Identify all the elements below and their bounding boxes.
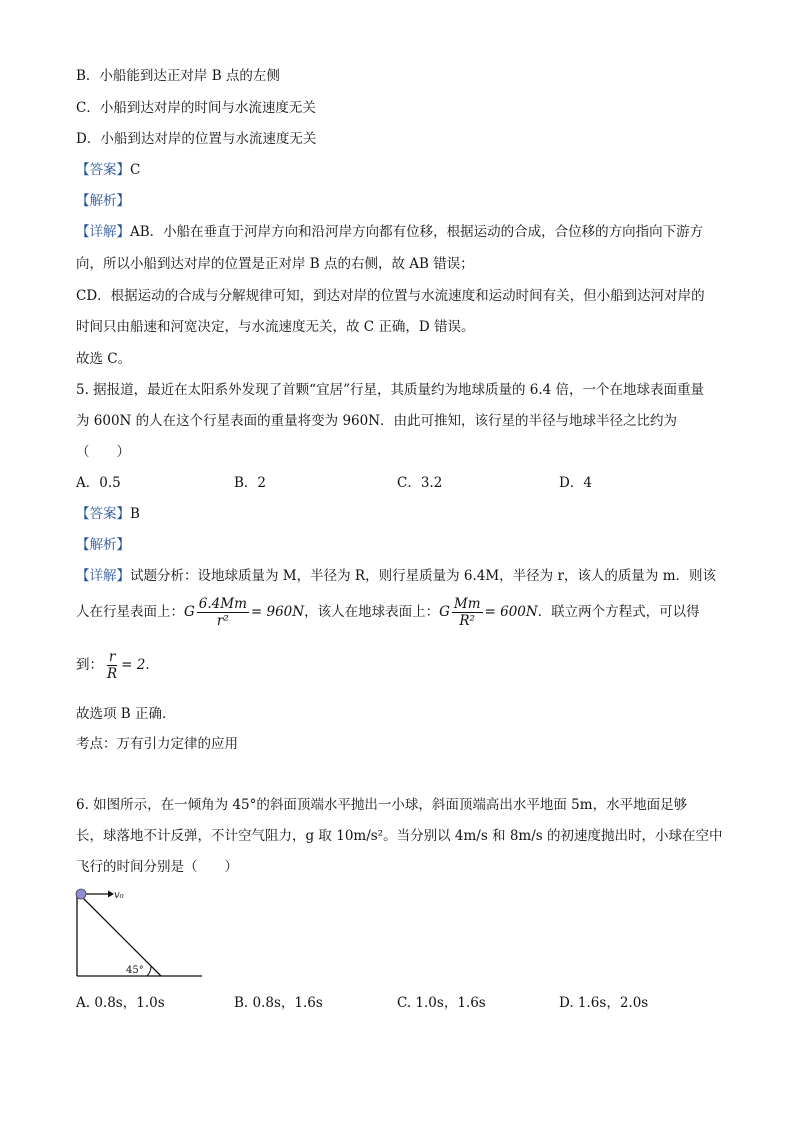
answer-value: B xyxy=(130,506,140,522)
detail-tag: 【详解】 xyxy=(76,224,130,240)
q4-analysis-tag: 【解析】 xyxy=(76,193,130,209)
detail-text: ．联立两个方程式，可以得 xyxy=(537,604,700,620)
fraction-numerator: r xyxy=(108,649,116,665)
q4-answer xyxy=(76,160,140,180)
q5-kaodian: 考点：万有引力定律的应用 xyxy=(76,736,238,752)
q4-conclusion: 故选 C。 xyxy=(76,351,132,367)
answer-tag: 【答案】 xyxy=(76,506,130,522)
fraction-denominator: r² xyxy=(216,613,229,629)
q6-stem-line3: 飞行的时间分别是（ ） xyxy=(76,859,238,875)
answer-tag: 【答案】 xyxy=(76,162,130,178)
q6-stem-line2: 长，球落地不计反弹，不计空气阻力，g 取 10m/s²。当分别以 4m/s 和 8m/s 的初速度抛出时，小球在空中 xyxy=(76,828,723,844)
fraction xyxy=(452,596,483,629)
detail-text: 到： xyxy=(76,657,103,673)
fraction-denominator: R xyxy=(107,666,118,682)
eq-symbol: G xyxy=(184,604,195,620)
q6-option-b: B. 0.8s，1.6s xyxy=(234,995,323,1011)
fraction xyxy=(105,649,119,682)
q5-stem-line2: 为 600N 的人在这个行星表面的重量将变为 960N．由此可推知，该行星的半径与地球半径之比约为 xyxy=(76,413,678,429)
equation-earth xyxy=(439,596,538,629)
incline-slope xyxy=(77,892,161,976)
eq-rhs: = 2 xyxy=(121,657,146,673)
q4-option-d: D．小船到达对岸的位置与水流速度无关 xyxy=(76,131,317,147)
q5-analysis-tag: 【解析】 xyxy=(76,537,130,553)
q5-detail-line2 xyxy=(76,592,700,632)
fraction-numerator: 6.4Mm xyxy=(198,596,247,612)
q6-stem-line1: 6. 如图所示，在一倾角为 45°的斜面顶端水平抛出一小球，斜面顶端高出水平地面 5m，水平地面足够 xyxy=(76,797,688,813)
q5-conclusion: 故选项 B 正确． xyxy=(76,706,176,722)
q5-detail-line1 xyxy=(76,566,716,586)
q5-answer xyxy=(76,504,140,524)
eq-symbol: G xyxy=(439,604,450,620)
equation-planet xyxy=(184,596,305,629)
incline-figure xyxy=(70,884,210,984)
equation-ratio xyxy=(103,649,146,682)
q5-option-d: D．4 xyxy=(559,475,592,491)
eq-rhs: = 600N xyxy=(484,604,538,620)
q5-stem-line3: （ ） xyxy=(76,444,130,460)
q6-option-c: C. 1.0s，1.6s xyxy=(397,995,486,1011)
ball xyxy=(76,889,86,899)
eq-rhs: = 960N xyxy=(250,604,305,620)
q5-stem-line1: 5. 据报道，最近在太阳系外发现了首颗“宜居”行星，其质量约为地球质量的 6.4 倍，一个在地球表面重量 xyxy=(76,382,705,398)
q4-detail-line1 xyxy=(76,222,703,242)
q5-option-a: A．0.5 xyxy=(76,475,121,491)
detail-tag: 【详解】 xyxy=(76,568,130,584)
q5-option-c: C．3.2 xyxy=(397,475,443,491)
q6-option-a: A. 0.8s，1.0s xyxy=(76,995,165,1011)
q4-detail-line3: CD．根据运动的合成与分解规律可知，到达对岸的位置与水流速度和运动时间有关，但小船到达河对岸的 xyxy=(76,288,705,304)
q6-option-d: D. 1.6s，2.0s xyxy=(559,995,649,1011)
detail-text: 人在行星表面上： xyxy=(76,604,184,620)
figure-angle-label: 45° xyxy=(126,965,144,976)
fraction xyxy=(197,596,249,629)
q4-option-c: C．小船到达对岸的时间与水流速度无关 xyxy=(76,100,316,116)
q4-detail-line2: 向，所以小船到达对岸的位置是正对岸 B 点的右侧，故 AB 错误； xyxy=(76,256,474,272)
detail-text: ，该人在地球表面上： xyxy=(304,604,440,620)
q5-option-b: B．2 xyxy=(234,475,267,491)
q5-detail-line3 xyxy=(76,645,159,685)
detail-text: 试题分析：设地球质量为 M，半径为 R，则行星质量为 6.4M，半径为 r，该人的质量为 m．则该 xyxy=(130,568,716,584)
q4-option-b: B．小船能到达正对岸 B 点的左侧 xyxy=(76,68,280,84)
fraction-denominator: R² xyxy=(459,613,475,629)
q4-detail-line4: 时间只由船速和河宽决定，与水流速度无关，故 C 正确，D 错误。 xyxy=(76,319,475,335)
detail-text: ． xyxy=(145,657,159,673)
angle-arc xyxy=(147,966,151,976)
fraction-numerator: Mm xyxy=(453,596,481,612)
figure-v0-label: v₀ xyxy=(114,890,124,901)
answer-value: C xyxy=(130,162,141,178)
detail-text: AB．小船在垂直于河岸方向和沿河岸方向都有位移，根据运动的合成，合位移的方向指向下游方 xyxy=(130,224,704,240)
